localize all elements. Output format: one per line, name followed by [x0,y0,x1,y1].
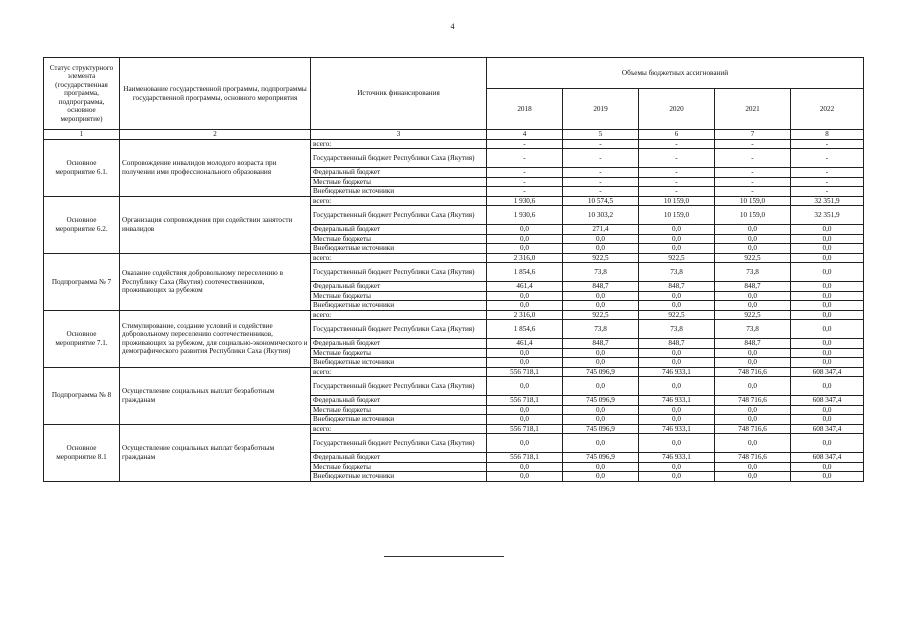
budget-value: 0,0 [563,291,639,300]
budget-value: - [791,140,864,149]
row-status: Подпрограмма № 8 [44,367,120,424]
header-name: Наименование государственной программы, подпрограммы государственной программы, основного мероприятия [120,58,311,130]
budget-value: 0,0 [715,472,791,481]
budget-value: 1 930,6 [487,196,563,205]
row-status: Основное мероприятие 6.2. [44,196,120,253]
budget-value: - [639,177,715,186]
budget-value: 0,0 [791,225,864,234]
budget-value: 556 718,1 [487,396,563,405]
budget-value: 0,0 [791,462,864,471]
budget-value: 0,0 [715,358,791,367]
budget-value: 461,4 [487,339,563,348]
budget-value: 745 096,9 [563,453,639,462]
funding-source: Местные бюджеты [311,405,487,414]
budget-value: - [563,149,639,168]
funding-source: всего: [311,140,487,149]
budget-value: 0,0 [715,462,791,471]
funding-source: Государственный бюджет Республики Саха (Якутия) [311,320,487,339]
budget-value: 10 159,0 [639,196,715,205]
budget-value: 0,0 [563,377,639,396]
budget-value: 10 159,0 [715,206,791,225]
budget-value: 745 096,9 [563,424,639,433]
budget-value: 0,0 [487,415,563,424]
budget-value: 0,0 [715,405,791,414]
budget-value: 608 347,4 [791,367,864,376]
budget-value: - [487,177,563,186]
budget-value: 746 933,1 [639,424,715,433]
funding-source: Внебюджетные источники [311,358,487,367]
budget-value: 0,0 [639,348,715,357]
budget-value: 0,0 [791,339,864,348]
budget-value: 0,0 [791,358,864,367]
budget-value: 0,0 [791,310,864,319]
funding-source: всего: [311,253,487,262]
budget-value: 73,8 [563,263,639,282]
table-body [44,140,864,482]
budget-value: 922,5 [715,253,791,262]
table-row [44,424,864,433]
budget-value: - [487,168,563,177]
budget-value: 0,0 [487,348,563,357]
column-number: 6 [639,130,715,140]
budget-value: 0,0 [563,358,639,367]
budget-value: 10 159,0 [639,206,715,225]
budget-value: 0,0 [487,301,563,310]
funding-source: Государственный бюджет Республики Саха (Якутия) [311,263,487,282]
budget-value: 0,0 [715,415,791,424]
budget-value: 0,0 [639,301,715,310]
funding-source: Федеральный бюджет [311,453,487,462]
budget-value: 0,0 [791,244,864,253]
budget-value: 745 096,9 [563,367,639,376]
budget-value: 0,0 [715,291,791,300]
budget-value: 0,0 [791,253,864,262]
row-name: Сопровождение инвалидов молодого возраста при получении ими профессионального образования [120,140,311,197]
budget-value: 0,0 [791,234,864,243]
budget-value: 0,0 [715,234,791,243]
column-number: 7 [715,130,791,140]
funding-source: всего: [311,424,487,433]
budget-value: - [791,177,864,186]
budget-value: - [639,168,715,177]
budget-value: 0,0 [563,301,639,310]
budget-value: 1 854,6 [487,263,563,282]
budget-value: 0,0 [563,234,639,243]
budget-value: 0,0 [791,263,864,282]
funding-source: Государственный бюджет Республики Саха (Якутия) [311,206,487,225]
budget-value: - [715,168,791,177]
budget-value: - [487,140,563,149]
budget-value: 2 316,0 [487,253,563,262]
funding-source: всего: [311,310,487,319]
budget-value: 922,5 [715,310,791,319]
header-year: 2021 [715,89,791,130]
column-number: 3 [311,130,487,140]
funding-source: всего: [311,196,487,205]
budget-value: 0,0 [487,377,563,396]
header-year: 2022 [791,89,864,130]
budget-value: - [715,149,791,168]
budget-value: 0,0 [791,434,864,453]
budget-value: 748 716,6 [715,453,791,462]
budget-value: 271,4 [563,225,639,234]
budget-value: 1 930,6 [487,206,563,225]
budget-value: 848,7 [563,339,639,348]
funding-source: Федеральный бюджет [311,339,487,348]
funding-source: Федеральный бюджет [311,225,487,234]
footer-divider [384,556,504,557]
column-number: 1 [44,130,120,140]
budget-value: 0,0 [639,415,715,424]
budget-value: - [487,187,563,196]
funding-source: Местные бюджеты [311,234,487,243]
budget-value: 0,0 [487,358,563,367]
funding-source: Государственный бюджет Республики Саха (Якутия) [311,149,487,168]
funding-source: Внебюджетные источники [311,415,487,424]
budget-value: 0,0 [715,434,791,453]
budget-value: 848,7 [715,339,791,348]
budget-value: 746 933,1 [639,453,715,462]
budget-value: 0,0 [791,320,864,339]
column-number: 4 [487,130,563,140]
budget-value: 608 347,4 [791,424,864,433]
row-name: Организация сопровождения при содействии занятости инвалидов [120,196,311,253]
table-row [44,310,864,319]
budget-value: 73,8 [639,263,715,282]
budget-value: 73,8 [715,320,791,339]
budget-value: 0,0 [563,348,639,357]
row-status: Основное мероприятие 7.1. [44,310,120,367]
budget-value: 0,0 [791,282,864,291]
budget-value: 0,0 [791,377,864,396]
funding-source: Государственный бюджет Республики Саха (Якутия) [311,434,487,453]
budget-value: 0,0 [639,434,715,453]
funding-source: Местные бюджеты [311,462,487,471]
budget-value: 745 096,9 [563,396,639,405]
funding-source: Внебюджетные источники [311,472,487,481]
budget-value: 0,0 [639,405,715,414]
budget-value: 748 716,6 [715,367,791,376]
funding-source: Внебюджетные источники [311,187,487,196]
budget-value: 0,0 [487,234,563,243]
budget-value: - [639,140,715,149]
budget-value: 10 574,5 [563,196,639,205]
funding-source: Местные бюджеты [311,177,487,186]
row-status: Основное мероприятие 6.1. [44,140,120,197]
budget-value: 1 854,6 [487,320,563,339]
budget-value: - [639,149,715,168]
budget-value: 0,0 [487,462,563,471]
budget-value: 748 716,6 [715,424,791,433]
budget-value: 0,0 [639,244,715,253]
column-number: 2 [120,130,311,140]
budget-value: 922,5 [563,253,639,262]
budget-value: - [715,177,791,186]
header-year: 2019 [563,89,639,130]
budget-value: 746 933,1 [639,367,715,376]
row-status: Подпрограмма № 7 [44,253,120,310]
budget-value: 32 351,9 [791,206,864,225]
budget-value: 0,0 [715,377,791,396]
budget-value: 746 933,1 [639,396,715,405]
budget-value: - [563,177,639,186]
budget-value: 556 718,1 [487,424,563,433]
row-status: Основное мероприятие 8.1 [44,424,120,481]
budget-value: - [639,187,715,196]
budget-value: 0,0 [563,244,639,253]
budget-value: 0,0 [791,415,864,424]
budget-value: 748 716,6 [715,396,791,405]
row-name: Стимулирование, создание условий и содействие добровольному переселению соотечественников, проживающих за рубежом, для социально-экономического и демографического развития Республики Саха (Якутия) [120,310,311,367]
budget-value: 2 316,0 [487,310,563,319]
table-row [44,253,864,262]
budget-value: 0,0 [639,358,715,367]
funding-source: Федеральный бюджет [311,396,487,405]
funding-source: всего: [311,367,487,376]
budget-value: 0,0 [487,405,563,414]
header-year: 2018 [487,89,563,130]
budget-value: 0,0 [639,462,715,471]
budget-value: 0,0 [487,472,563,481]
budget-value: 556 718,1 [487,367,563,376]
budget-value: 0,0 [715,348,791,357]
header-source: Источник финансирования [311,58,487,130]
budget-value: 0,0 [639,234,715,243]
budget-value: 0,0 [487,291,563,300]
budget-value: 0,0 [791,291,864,300]
funding-source: Федеральный бюджет [311,168,487,177]
column-number: 8 [791,130,864,140]
budget-value: 848,7 [715,282,791,291]
budget-value: 0,0 [563,415,639,424]
budget-value: 0,0 [639,291,715,300]
budget-value: - [563,168,639,177]
budget-value: 10 159,0 [715,196,791,205]
budget-value: 556 718,1 [487,453,563,462]
table-row [44,367,864,376]
budget-value: 73,8 [563,320,639,339]
budget-value: 848,7 [563,282,639,291]
funding-source: Местные бюджеты [311,291,487,300]
header-year: 2020 [639,89,715,130]
budget-value: 0,0 [791,301,864,310]
row-name: Оказание содействия добровольному переселению в Республику Саха (Якутия) соотечественников, проживающих за рубежом [120,253,311,310]
budget-value: 848,7 [639,339,715,348]
budget-value: 73,8 [639,320,715,339]
budget-value: 0,0 [639,377,715,396]
budget-value: - [791,168,864,177]
row-name: Осуществление социальных выплат безработным гражданам [120,424,311,481]
budget-value: 0,0 [791,472,864,481]
budget-value: 0,0 [563,462,639,471]
funding-source: Внебюджетные источники [311,301,487,310]
budget-value: 0,0 [563,472,639,481]
budget-value: - [791,187,864,196]
budget-value: 32 351,9 [791,196,864,205]
funding-source: Федеральный бюджет [311,282,487,291]
budget-value: - [715,140,791,149]
budget-value: 10 303,2 [563,206,639,225]
page-number: 4 [450,22,455,31]
budget-value: 922,5 [639,310,715,319]
header-volumes: Объемы бюджетных ассигнований [487,58,864,89]
budget-value: 608 347,4 [791,396,864,405]
budget-value: - [563,187,639,196]
budget-value: - [791,149,864,168]
budget-value: 461,4 [487,282,563,291]
budget-value: 0,0 [563,405,639,414]
row-name: Осуществление социальных выплат безработным гражданам [120,367,311,424]
budget-value: 848,7 [639,282,715,291]
budget-value: 922,5 [563,310,639,319]
budget-value: 0,0 [639,225,715,234]
funding-source: Государственный бюджет Республики Саха (Якутия) [311,377,487,396]
column-number: 5 [563,130,639,140]
budget-value: 0,0 [791,348,864,357]
budget-value: - [715,187,791,196]
table-row [44,196,864,205]
budget-value: 0,0 [639,472,715,481]
funding-source: Местные бюджеты [311,348,487,357]
budget-value: 73,8 [715,263,791,282]
budget-value: - [487,149,563,168]
budget-value: 0,0 [487,244,563,253]
budget-value: 0,0 [715,244,791,253]
budget-value: 0,0 [487,434,563,453]
budget-value: 0,0 [715,301,791,310]
budget-value: - [563,140,639,149]
table-row [44,140,864,149]
budget-value: 922,5 [639,253,715,262]
budget-value: 608 347,4 [791,453,864,462]
budget-value: 0,0 [487,225,563,234]
budget-value: 0,0 [791,405,864,414]
budget-value: 0,0 [563,434,639,453]
funding-source: Внебюджетные источники [311,244,487,253]
budget-value: 0,0 [715,225,791,234]
budget-table [43,57,864,482]
header-status: Статус структурного элемента (государственная программа, подпрограмма, основное мероприятие) [44,58,120,130]
